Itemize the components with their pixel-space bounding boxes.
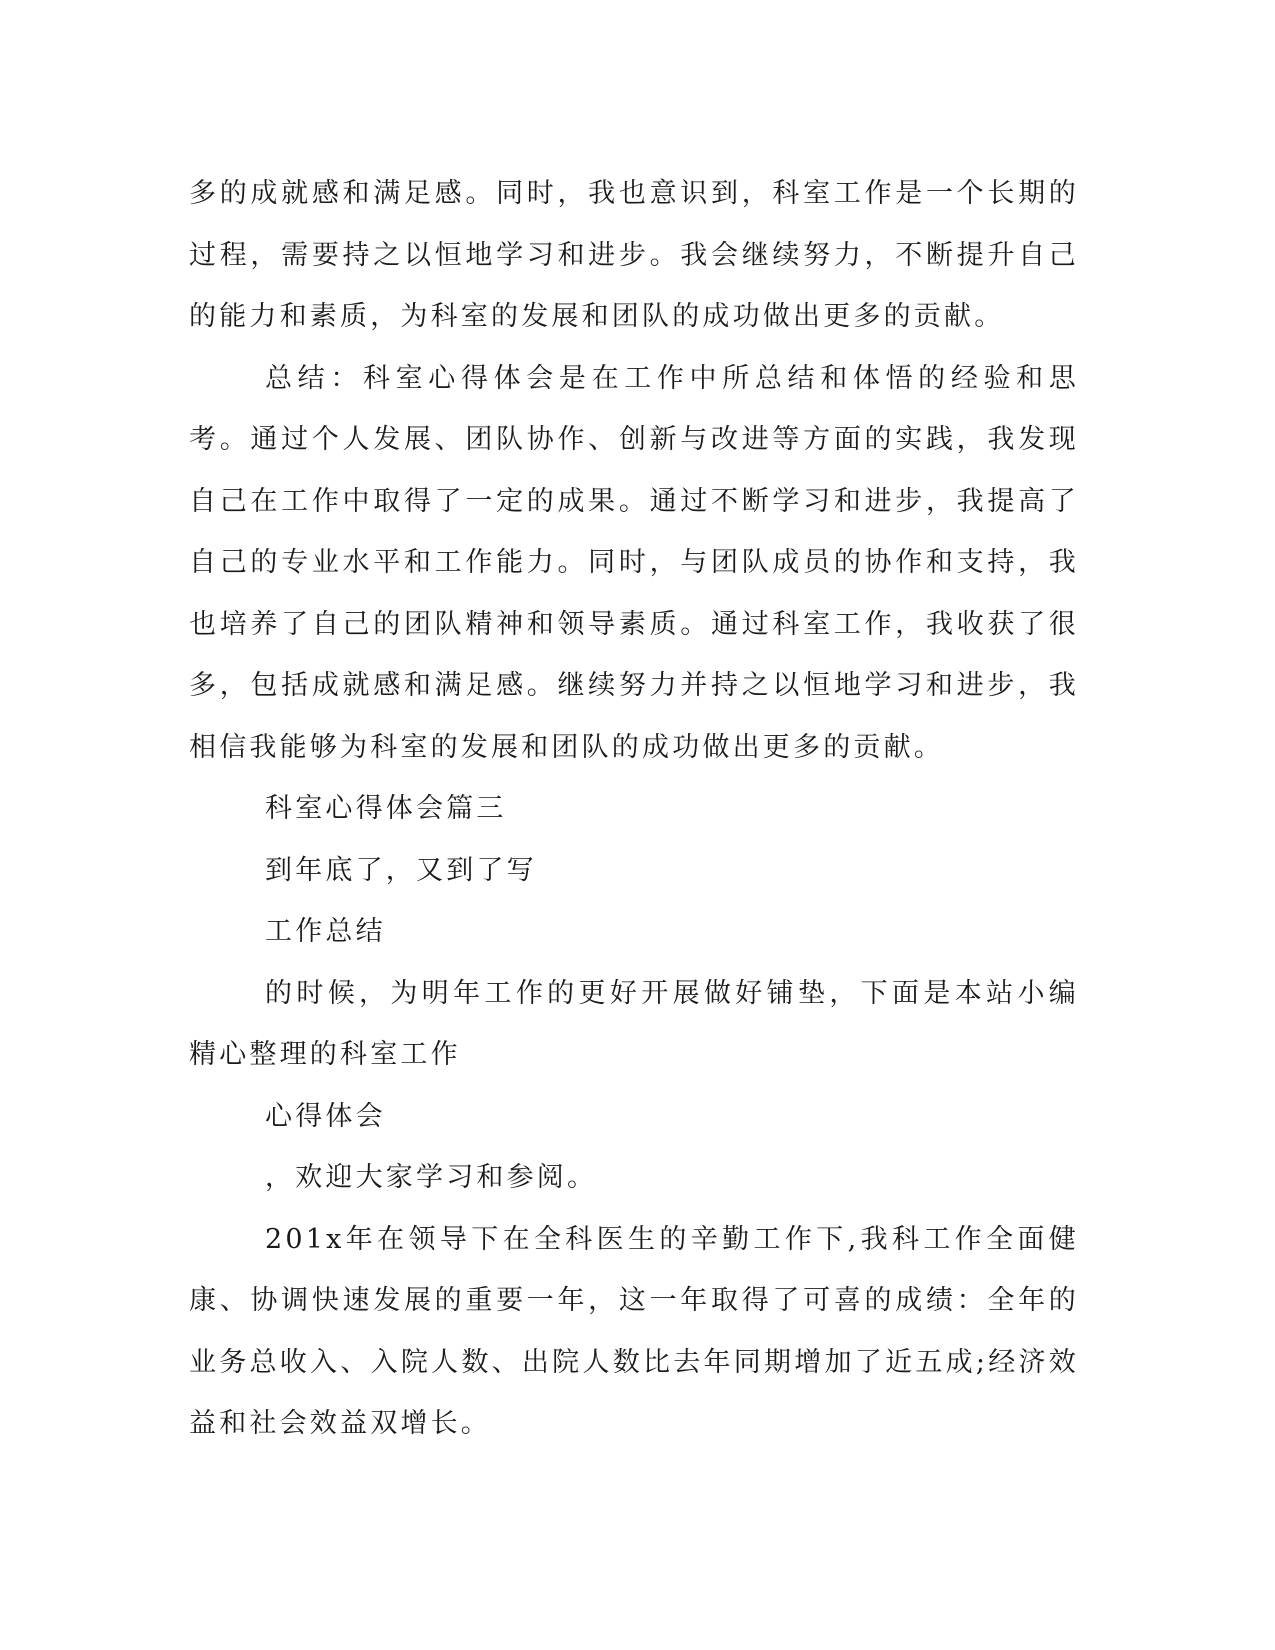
paragraph-line: 心得体会 (265, 1100, 386, 1132)
paragraph-line: 到年底了，又到了写 (265, 854, 537, 886)
section-heading: 科室心得体会篇三 (265, 793, 507, 824)
paragraph-summary: 总结：科室心得体会是在工作中所总结和体悟的经验和思考。通过个人发展、团队协作、创新与改进等方面的实践，我发现自己在工作中取得了一定的成果。通过不断学习和进步，我提高了自己的专业水平和工作能力。同时，与团队成员的协作和支持，我也培养了自己的团队精神和领导素质。通过科室工作，我收获了很多，包括成就感和满足感。继续努力并持之以恒地学习和进步，我相信我能够为科室的发展和团队的成功做出更多的贡献。 (189, 362, 1079, 763)
paragraph-line: 的时候，为明年工作的更好开展做好铺垫，下面是本站小编精心整理的科室工作 (189, 977, 1079, 1070)
paragraph-line: ，欢迎大家学习和参阅。 (265, 1162, 598, 1193)
document-body (189, 163, 1079, 1455)
paragraph-continuation: 多的成就感和满足感。同时，我也意识到，科室工作是一个长期的过程，需要持之以恒地学习和进步。我会继续努力，不断提升自己的能力和素质，为科室的发展和团队的成功做出更多的贡献。 (189, 178, 1079, 332)
paragraph-annual-review: 201x年在领导下在全科医生的辛勤工作下,我科工作全面健康、协调快速发展的重要一年，这一年取得了可喜的成绩：全年的业务总收入、入院人数、出院人数比去年同期增加了近五成;经济效益和社会效益双增长。 (189, 1223, 1079, 1439)
paragraph-line: 工作总结 (265, 916, 386, 947)
